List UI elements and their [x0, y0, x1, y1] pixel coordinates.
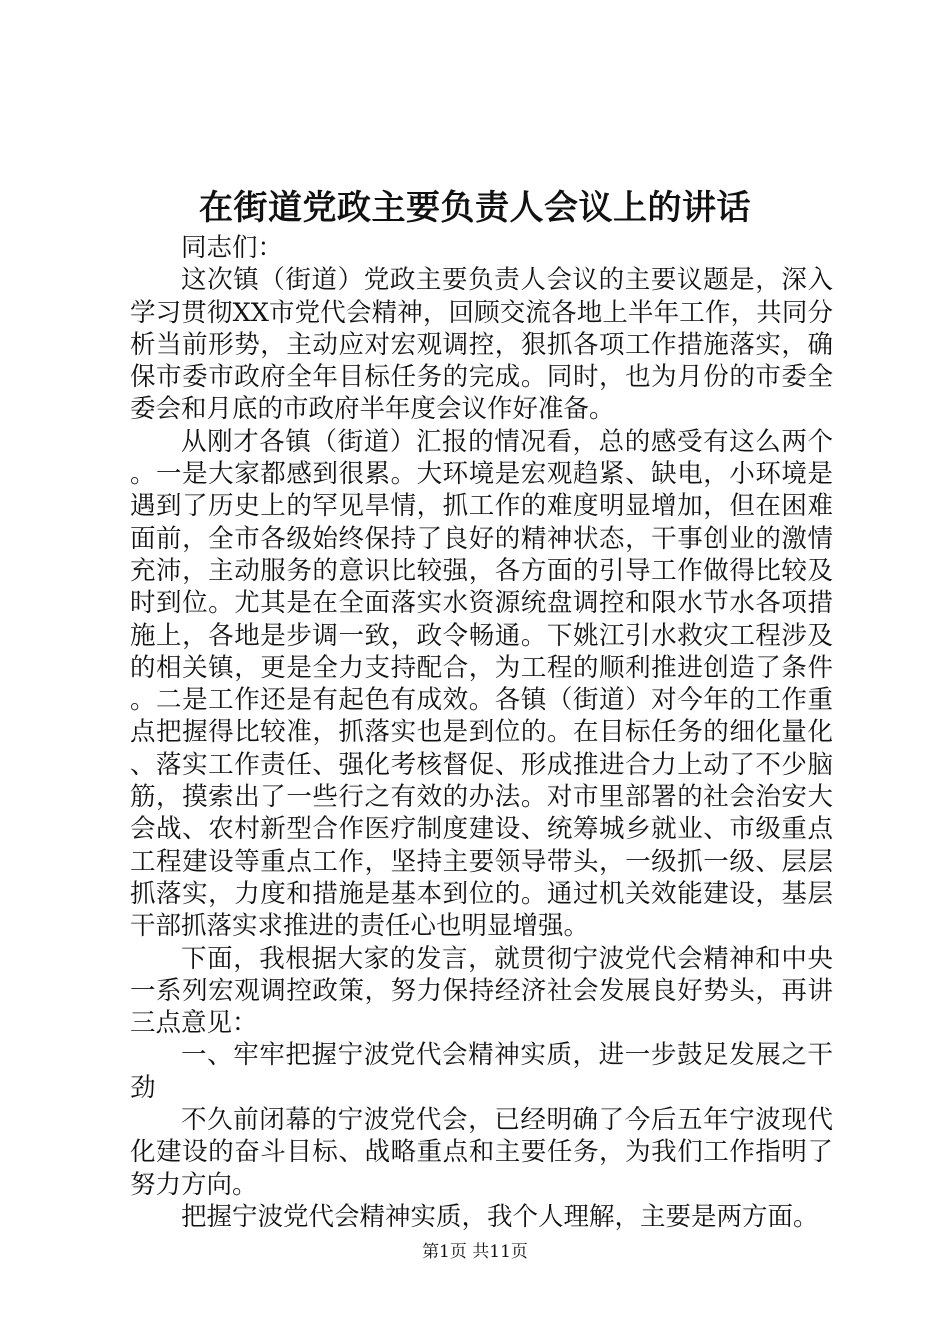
body-paragraph: 从刚才各镇（街道）汇报的情况看，总的感受有这么两个。一是大家都感到很累。大环境是宏观趋紧、缺电，小环境是遇到了历史上的罕见旱情，抓工作的难度明显增加，但在困难面前，全市各级始终保持了良好的精神状态，干事创业的激情充沛，主动服务的意识比较强，各方面的引导工作做得比较及时到位。尤其是在全面落实水资源统盘调控和限水节水各项措施上，各地是步调一致，政令畅通。下姚江引水救灾工程涉及的相关镇，更是全力支持配合，为工程的顺利推进创造了条件。二是工作还是有起色有成效。各镇（街道）对今年的工作重点把握得比较准，抓落实也是到位的。在目标任务的细化量化、落实工作责任、强化考核督促、形成推进合力上动了不少脑筋，摸索出了一些行之有效的办法。对市里部署的社会治安大会战、农村新型合作医疗制度建设、统筹城乡就业、市级重点工程建设等重点工作，坚持主要领导带头，一级抓一级、层层抓落实，力度和措施是基本到位的。通过机关效能建设，基层干部抓落实求推进的责任心也明显增强。	[130, 426, 833, 942]
page-number-footer: 第1页 共11页	[422, 1242, 528, 1262]
body-paragraph: 这次镇（街道）党政主要负责人会议的主要议题是，深入学习贯彻XX市党代会精神，回顾交流各地上半年工作，共同分析当前形势，主动应对宏观调控，狠抓各项工作措施落实，确保市委市政府全年目标任务的完成。同时，也为月份的市委全委会和月底的市政府半年度会议作好准备。	[130, 265, 833, 425]
section-heading: 一、牢牢把握宁波党代会精神实质，进一步鼓足发展之干劲	[130, 1040, 833, 1103]
salutation: 同志们：	[181, 233, 284, 263]
body-paragraph: 把握宁波党代会精神实质，我个人理解，主要是两方面。	[181, 1201, 819, 1232]
body-paragraph: 下面，我根据大家的发言，就贯彻宁波党代会精神和中央一系列宏观调控政策，努力保持经济社会发展良好势头，再讲三点意见：	[130, 943, 833, 1039]
body-paragraph: 不久前闭幕的宁波党代会，已经明确了今后五年宁波现代化建设的奋斗目标、战略重点和主要任务，为我们工作指明了努力方向。	[130, 1105, 833, 1200]
document-body	[130, 232, 833, 1233]
page-title: 在街道党政主要负责人会议上的讲话	[199, 188, 751, 228]
